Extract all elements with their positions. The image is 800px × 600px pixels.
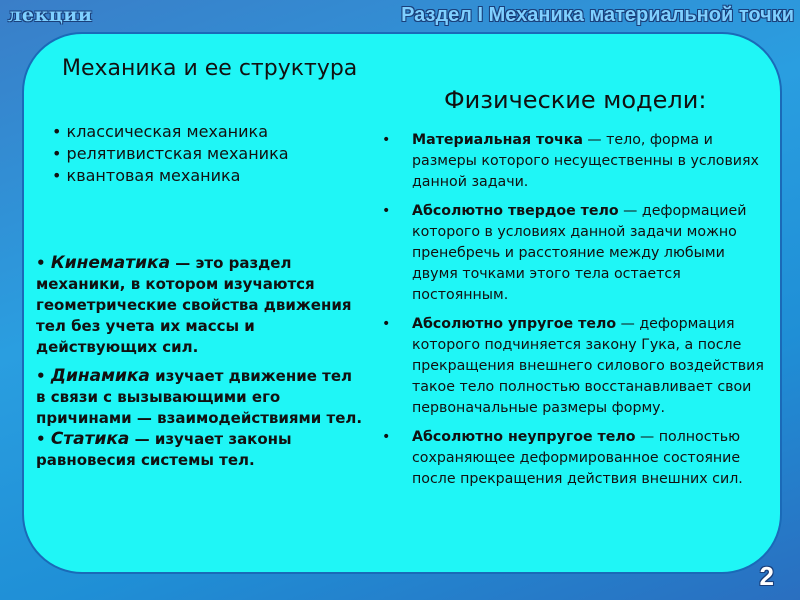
- list-item: [52, 143, 289, 165]
- model-term: Абсолютно твердое тело: [412, 203, 619, 219]
- model-term: Абсолютно неупругое тело: [412, 429, 636, 445]
- kinematics-text: — это раздел механики, в котором изучаются геометрические свойства движения тел без учета их массы и действующих сил.: [36, 254, 352, 356]
- physical-models-title: Физические модели:: [444, 86, 707, 114]
- list-item: [380, 130, 768, 193]
- statics-text: — изучает законы равновесия системы тел.: [36, 430, 292, 469]
- physical-models-list: [380, 130, 768, 498]
- branch-relativistic: релятивистская механика: [66, 144, 289, 163]
- page-number: 2: [759, 561, 774, 591]
- list-item: [52, 165, 289, 187]
- branch-classical: классическая механика: [66, 122, 269, 141]
- list-item: [380, 314, 768, 419]
- model-text: — тело, форма и размеры которого несущественны в условиях данной задачи.: [412, 132, 759, 190]
- page-title: Механика и ее структура: [62, 56, 358, 81]
- model-text: — деформация которого подчиняется закону Гука, а после прекращения внешнего силового воздействия такое тело полностью восстанавливает свои первоначальные размеры форму.: [412, 316, 764, 416]
- model-term: Абсолютно упругое тело: [412, 316, 617, 332]
- dynamics-term: Динамика: [50, 366, 150, 386]
- model-text: — полностью сохраняющее деформированное состояние после прекращения действия внешних сил.: [412, 429, 743, 487]
- kinematics-definition: • Кинематика — это раздел механики, в котором изучаются геометрические свойства движения тел без учета их массы и действующих сил.: [36, 253, 352, 356]
- list-item: [380, 427, 768, 490]
- statics-definition: • Статика — изучает законы равновесия системы тел.: [36, 429, 292, 469]
- dynamics-definition: • Динамика изучает движение тел в связи с вызывающими его причинами — взаимодействиями тел.: [36, 366, 363, 427]
- branch-quantum: квантовая механика: [66, 166, 241, 185]
- section-title: Раздел I Механика материальной точки: [401, 4, 794, 26]
- list-item: [52, 121, 289, 143]
- list-item: [380, 201, 768, 306]
- model-term: Материальная точка: [412, 132, 583, 148]
- statics-term: Статика: [50, 429, 130, 449]
- dynamics-text: изучает движение тел в связи с вызывающими его причинами — взаимодействиями тел.: [36, 367, 363, 427]
- kinematics-term: Кинематика: [50, 253, 171, 273]
- model-text: — деформацией которого в условиях данной задачи можно пренебречь и расстояние между любыми двумя точками этого тела остается постоянным.: [412, 203, 747, 303]
- mechanics-branches-list: [52, 121, 289, 187]
- mechanics-definitions: [36, 253, 366, 471]
- lectures-label: лекции: [8, 4, 93, 26]
